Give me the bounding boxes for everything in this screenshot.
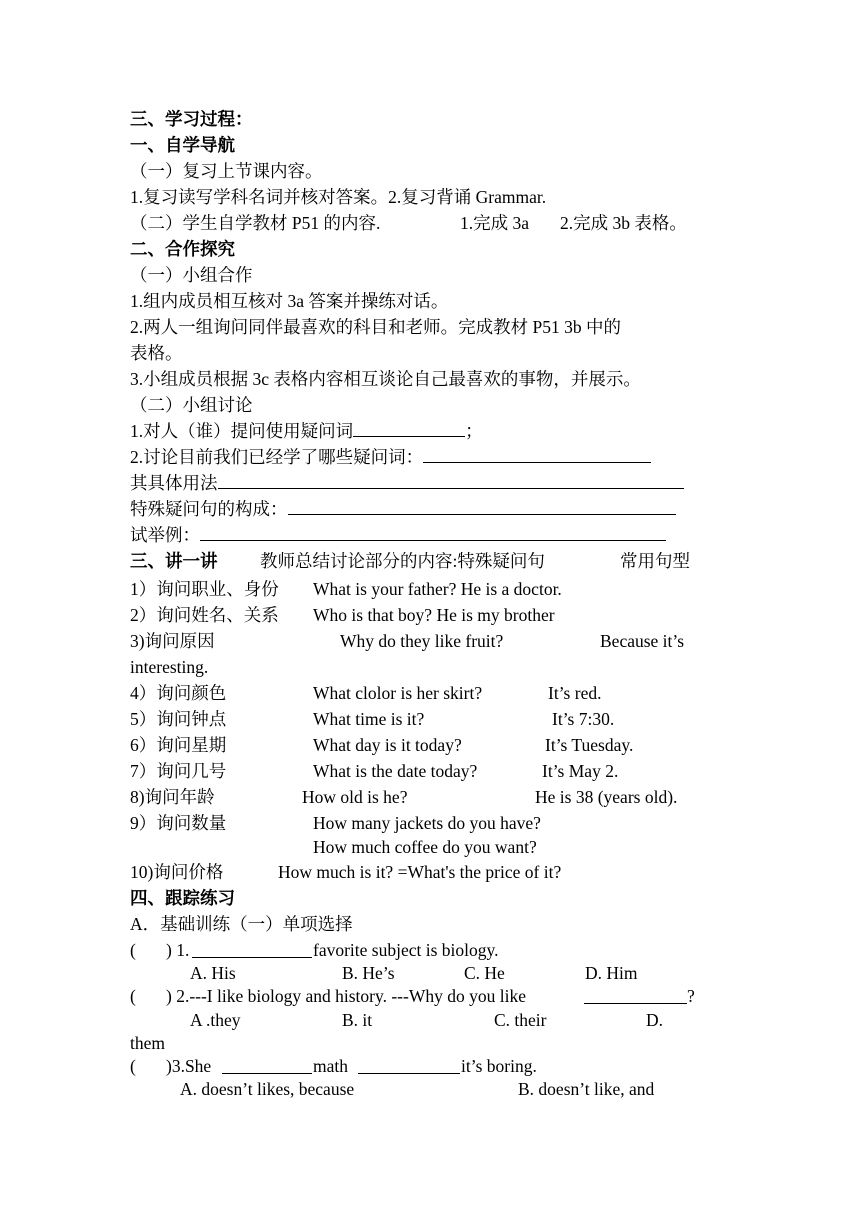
answer-blank-question-words[interactable]	[423, 446, 651, 463]
exercise-1-blank[interactable]	[192, 941, 312, 958]
exercise-3-number: )3.She	[166, 1056, 212, 1076]
pattern-answer: He is 38 (years old).	[535, 787, 678, 807]
discussion-usage	[130, 472, 684, 494]
discussion-q2	[130, 446, 651, 468]
pattern-example: What day is it today?	[313, 735, 462, 755]
exercise-3-open-paren: (	[130, 1056, 136, 1076]
exercise-2-end: ?	[687, 986, 695, 1006]
pattern-answer: It’s Tuesday.	[545, 735, 634, 755]
pattern-label: 3)询问原因	[130, 631, 215, 651]
text-review-items: 1.复习读写学科名词并核对答案。2.复习背诵 Grammar.	[130, 187, 547, 207]
heading-explain: 三、讲一讲	[130, 551, 218, 571]
heading-cooperation: 二、合作探究	[130, 239, 235, 259]
discussion-q1	[130, 420, 483, 442]
pattern-label: 4）询问颜色	[130, 683, 227, 703]
text-step-2: 2.两人一组询问同伴最喜欢的科目和老师。完成教材 P51 3b 中的	[130, 317, 621, 337]
answer-blank-examples[interactable]	[200, 524, 666, 541]
self-study-label: （二）学生自学教材 P51 的内容.	[130, 213, 381, 233]
exercise-1-text: favorite subject is biology.	[313, 940, 499, 960]
option-b[interactable]: B. He’s	[342, 963, 395, 983]
exercise-3-blank-1[interactable]	[222, 1057, 312, 1074]
exercise-3-blank-2[interactable]	[358, 1057, 460, 1074]
pattern-example: Why do they like fruit?	[340, 631, 504, 651]
pattern-label: 8)询问年龄	[130, 787, 215, 807]
summary-text: 教师总结讨论部分的内容:特殊疑问句	[260, 551, 545, 571]
exercise-2-option-d-cont: them	[130, 1033, 165, 1053]
text-group-discussion: （二）小组讨论	[130, 395, 253, 415]
discussion-q1-text: 1.对人（谁）提问使用疑问词	[130, 421, 354, 441]
pattern-answer: It’s 7:30.	[552, 709, 615, 729]
option-d[interactable]: D. Him	[585, 963, 638, 983]
pattern-label: 1）询问职业、身份	[130, 579, 279, 599]
pattern-example: How old is he?	[302, 787, 408, 807]
answer-blank-who[interactable]	[353, 420, 465, 437]
usage-label: 其具体用法	[130, 473, 218, 493]
discussion-structure	[130, 498, 676, 520]
pattern-label: 9）询问数量	[130, 813, 227, 833]
pattern-label: 2）询问姓名、关系	[130, 605, 279, 625]
pattern-example: What clolor is her skirt?	[313, 683, 483, 703]
option-a[interactable]: A .they	[190, 1010, 241, 1030]
structure-label: 特殊疑问句的构成：	[130, 499, 288, 519]
pattern-example: How much is it? =What's the price of it?	[278, 862, 562, 882]
pattern-example: How much coffee do you want?	[313, 837, 537, 857]
pattern-answer: It’s red.	[548, 683, 602, 703]
task-3a: 1.完成 3a	[460, 213, 530, 233]
option-b[interactable]: B. it	[342, 1010, 373, 1030]
discussion-examples	[130, 524, 666, 546]
pattern-example: What is your father? He is a doctor.	[313, 579, 562, 599]
option-a[interactable]: A. His	[190, 963, 236, 983]
discussion-q2-text: 2.讨论目前我们已经学了哪些疑问词：	[130, 447, 424, 467]
exercise-2-open-paren: (	[130, 986, 136, 1006]
option-c[interactable]: C. their	[494, 1010, 547, 1030]
pattern-answer-cont: interesting.	[130, 657, 209, 677]
text-basic-training: A．基础训练（一）单项选择	[130, 914, 353, 934]
pattern-label: 7）询问几号	[130, 761, 227, 781]
option-a[interactable]: A. doesn’t likes, because	[180, 1079, 355, 1099]
answer-blank-usage[interactable]	[218, 472, 684, 489]
section-heading-learning-process: 三、学习过程：	[130, 109, 253, 129]
exercise-2-blank[interactable]	[584, 987, 687, 1004]
exercise-1-open-paren: (	[130, 940, 136, 960]
pattern-answer: Because it’s	[600, 631, 685, 651]
option-c[interactable]: C. He	[464, 963, 505, 983]
discussion-q1-end: ；	[465, 421, 483, 441]
common-patterns-label: 常用句型	[620, 551, 690, 571]
text-step-1: 1.组内成员相互核对 3a 答案并操练对话。	[130, 291, 449, 311]
pattern-answer: It’s May 2.	[542, 761, 619, 781]
option-b[interactable]: B. doesn’t like, and	[518, 1079, 655, 1099]
text-group-work: （一）小组合作	[130, 265, 253, 285]
examples-label: 试举例：	[130, 525, 200, 545]
pattern-example: What time is it?	[313, 709, 425, 729]
exercise-1-number: ) 1.	[166, 940, 190, 960]
pattern-label: 5）询问钟点	[130, 709, 227, 729]
exercise-3-word: math	[313, 1056, 348, 1076]
pattern-example: Who is that boy? He is my brother	[313, 605, 555, 625]
task-3b: 2.完成 3b 表格。	[560, 213, 687, 233]
text-step-3: 3.小组成员根据 3c 表格内容相互谈论自己最喜欢的事物，并展示。	[130, 369, 641, 389]
answer-blank-structure[interactable]	[288, 498, 676, 515]
pattern-example: How many jackets do you have?	[313, 813, 541, 833]
pattern-example: What is the date today?	[313, 761, 478, 781]
pattern-label: 6）询问星期	[130, 735, 227, 755]
heading-practice: 四、跟踪练习	[130, 888, 235, 908]
option-d[interactable]: D.	[646, 1010, 664, 1030]
exercise-3-end: it’s boring.	[461, 1056, 537, 1076]
text-step-2-cont: 表格。	[130, 343, 183, 363]
pattern-label: 10)询问价格	[130, 862, 224, 882]
exercise-2-text: ) 2.---I like biology and history. ---Why do you like	[166, 986, 526, 1006]
text-review-previous: （一）复习上节课内容。	[130, 161, 323, 181]
heading-self-study: 一、自学导航	[130, 135, 235, 155]
